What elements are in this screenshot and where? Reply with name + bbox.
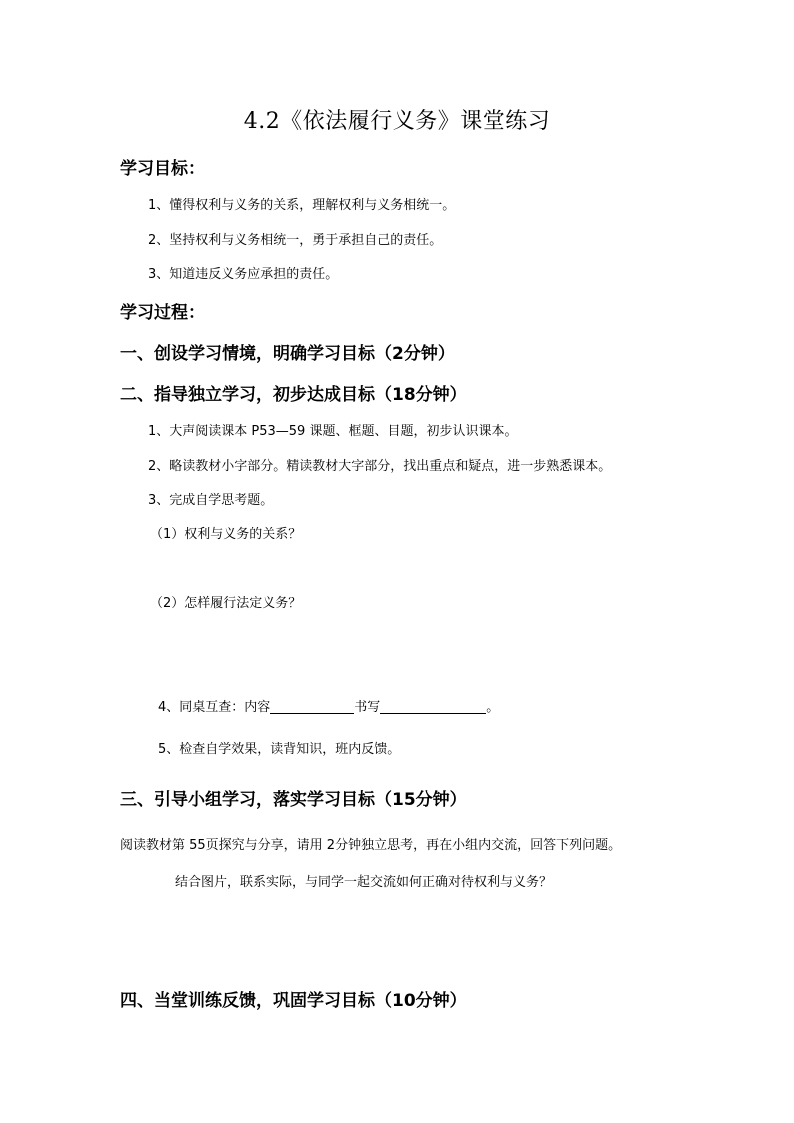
period: 。	[486, 700, 500, 715]
objective-item: 2、坚持权利与义务相统一，勇于承担自己的责任。	[148, 233, 443, 248]
step1-heading: 一、创设学习情境，明确学习目标（2分钟）	[120, 344, 455, 364]
objectives-heading: 学习目标：	[120, 159, 205, 179]
question-1: （1）权利与义务的关系？	[150, 527, 302, 542]
step2-heading: 二、指导独立学习，初步达成目标（18分钟）	[120, 385, 467, 405]
objective-item: 1、懂得权利与义务的关系，理解权利与义务相统一。	[148, 198, 456, 213]
step2-item: 2、略读教材小字部分。精读教材大字部分，找出重点和疑点，进一步熟悉课本。	[148, 459, 612, 474]
step4-heading: 四、当堂训练反馈，巩固学习目标（10分钟）	[120, 991, 467, 1011]
step2-item: 1、大声阅读课本 P53—59 课题、框题、目题，初步认识课本。	[148, 424, 518, 439]
question-2: （2）怎样履行法定义务？	[150, 596, 302, 611]
writing-label: 书写	[354, 700, 381, 715]
peer-check-label: 4、同桌互查：内容	[158, 700, 271, 715]
step2-item: 3、完成自学思考题。	[148, 493, 274, 508]
page-title: 4.2《依法履行义务》课堂练习	[243, 109, 551, 134]
content-blank[interactable]	[270, 699, 354, 714]
step2-item-5: 5、检查自学效果，读背知识，班内反馈。	[158, 742, 401, 757]
peer-check-line	[158, 696, 499, 715]
step3-question: 结合图片，联系实际，与同学一起交流如何正确对待权利与义务？	[175, 875, 553, 890]
process-heading: 学习过程：	[120, 303, 205, 323]
writing-blank[interactable]	[380, 699, 486, 714]
objective-item: 3、知道违反义务应承担的责任。	[148, 267, 339, 282]
step3-heading: 三、引导小组学习，落实学习目标（15分钟）	[120, 790, 467, 810]
step3-text: 阅读教材第 55页探究与分享，请用 2分钟独立思考，再在小组内交流，回答下列问题。	[120, 838, 622, 853]
